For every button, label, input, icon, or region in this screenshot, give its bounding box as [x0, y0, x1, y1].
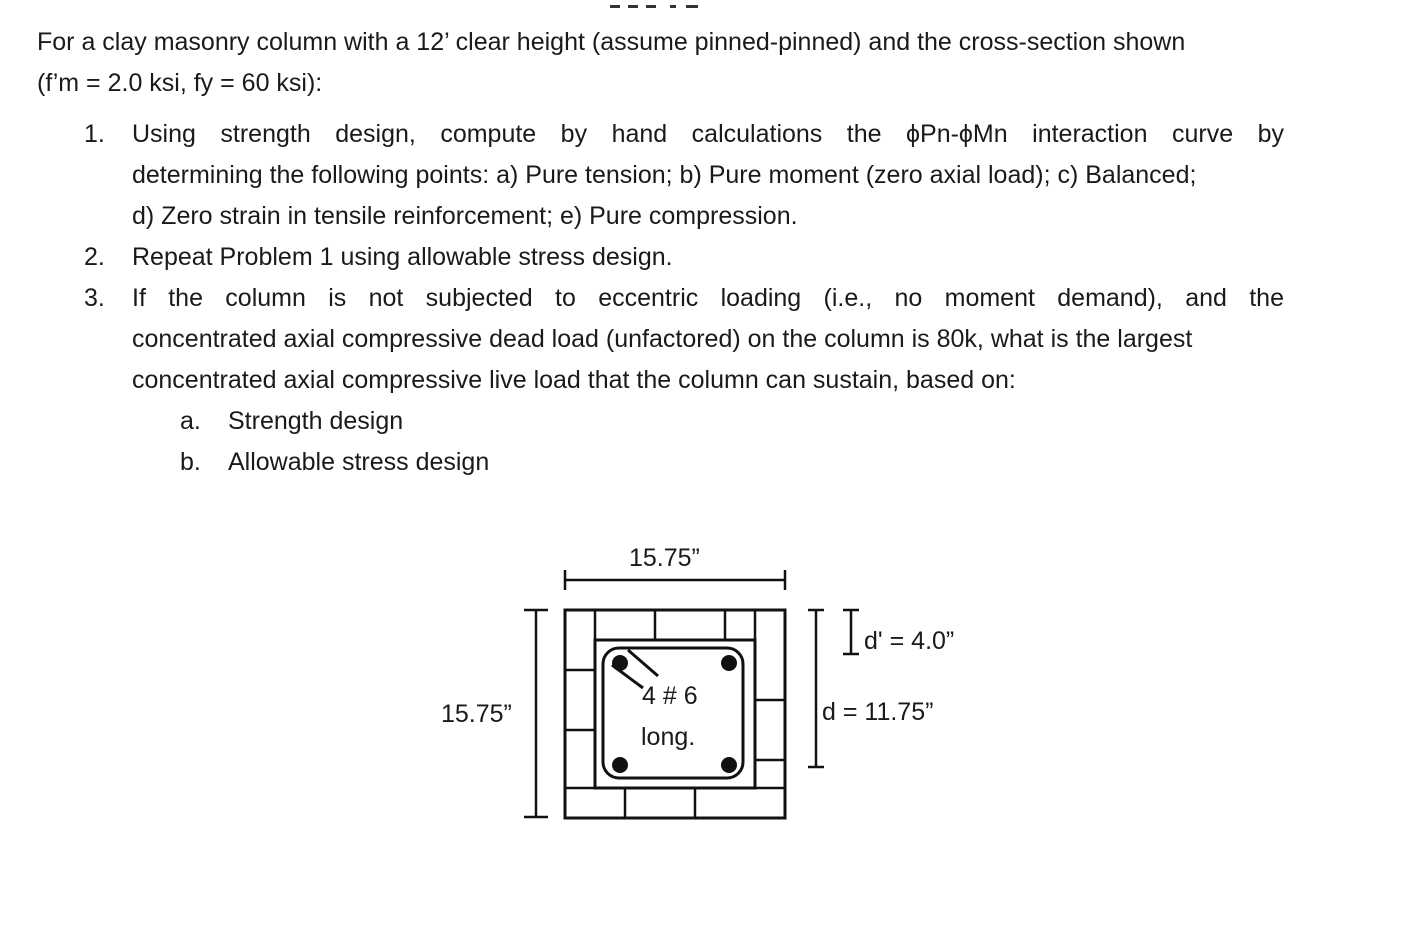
sub-item-letter: a.: [180, 407, 201, 435]
intro-line-2: (f’m = 2.0 ksi, fy = 60 ksi):: [37, 69, 323, 97]
d-label: d = 11.75”: [822, 698, 934, 726]
list-item-line: concentrated axial compressive dead load (unfactored) on the column is 80k, what is the largest: [132, 325, 1193, 353]
list-item-line: determining the following points: a) Pure tension; b) Pure moment (zero axial load); c) Balanced;: [132, 161, 1197, 189]
tie-hook: [628, 650, 658, 676]
height-dimension-label: 15.75”: [441, 700, 512, 728]
list-item-line: Repeat Problem 1 using allowable stress design.: [132, 243, 673, 271]
d-prime-label: d' = 4.0”: [864, 627, 955, 655]
list-item-number: 2.: [84, 243, 105, 271]
rebar-label: 4 # 6: [642, 682, 698, 710]
width-dimension-label: 15.75”: [629, 544, 700, 572]
list-item-line: If the column is not subjected to eccentric loading (i.e., no moment demand), and the: [132, 284, 1284, 312]
list-item-line: concentrated axial compressive live load that the column can sustain, based on:: [132, 366, 1016, 394]
rebar-top-right: [721, 655, 737, 671]
sub-item-text: Allowable stress design: [228, 448, 490, 476]
list-item-number: 3.: [84, 284, 105, 312]
list-item-number: 1.: [84, 120, 105, 148]
rebar-top-left: [612, 655, 628, 671]
sub-item-letter: b.: [180, 448, 201, 476]
rebar-bottom-left: [612, 757, 628, 773]
sub-item-text: Strength design: [228, 407, 404, 435]
intro-line-1: For a clay masonry column with a 12’ clear height (assume pinned-pinned) and the cross-section shown: [37, 28, 1186, 56]
rebar-bottom-right: [721, 757, 737, 773]
rebar-label-long: long.: [641, 723, 696, 751]
list-item-line: Using strength design, compute by hand calculations the ϕPn-ϕMn interaction curve by: [132, 120, 1284, 148]
list-item-line: d) Zero strain in tensile reinforcement; e) Pure compression.: [132, 202, 798, 230]
